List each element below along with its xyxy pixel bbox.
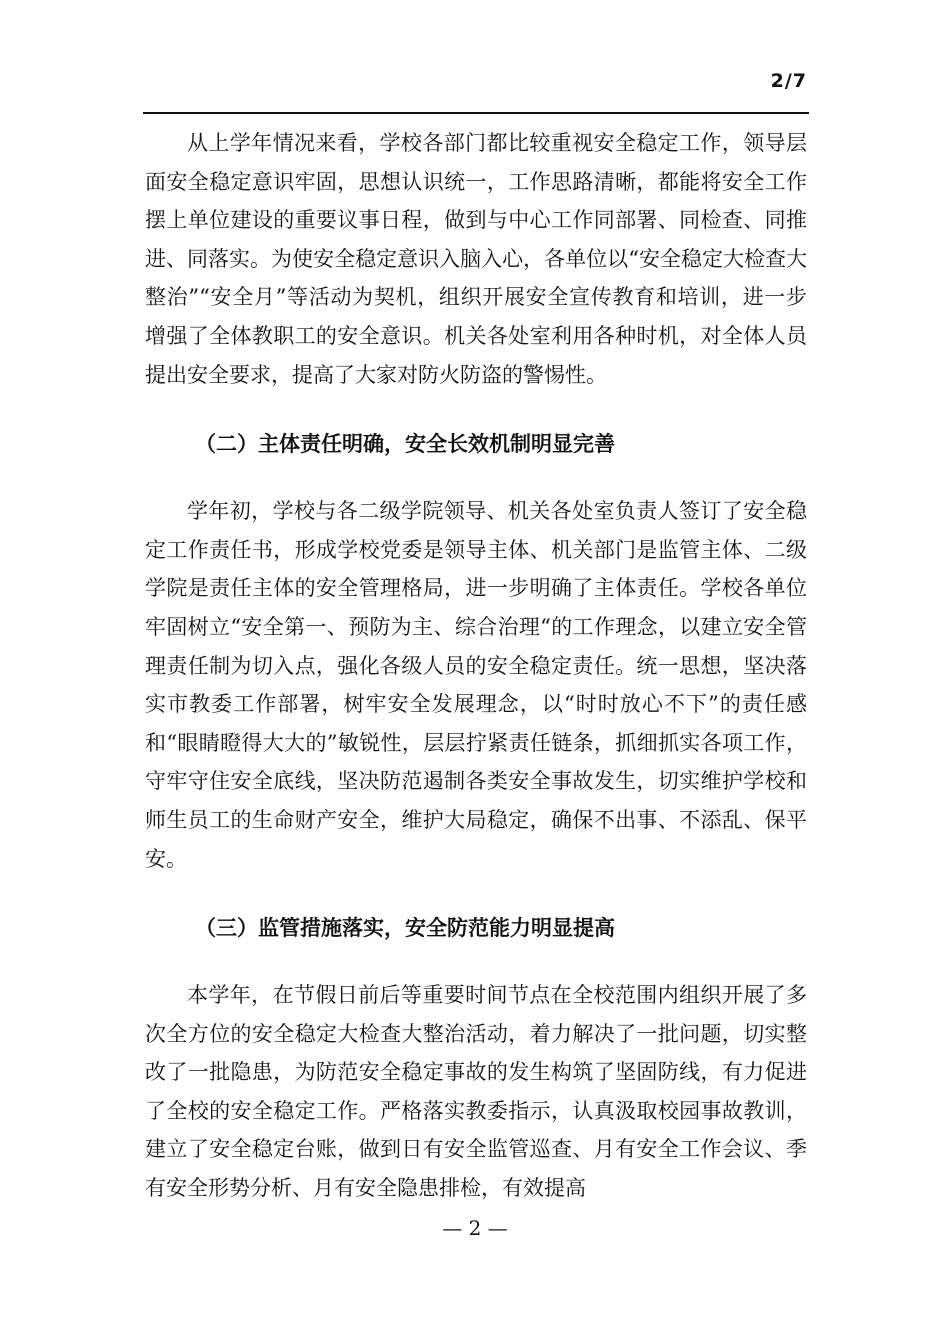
page-counter: 2/7 — [770, 70, 807, 92]
page-number-footer: — 2 — — [442, 1216, 508, 1240]
paragraph-responsibility: 学年初，学校与各二级学院领导、机关各处室负责人签订了安全稳定工作责任书，形成学校党委是领导主体、机关部门是监管主体、二级学院是责任主体的安全管理格局，进一步明确了主体责任。学校各单位牢固树立“安全第一、预防为主、综合治理“的工作理念，以建立安全管理责任制为切入点，强化各级人员的安全稳定责任。统一思想，坚决落实市教委工作部署，树牢安全发展理念，以“时时放心不下”的责任感和“眼睛瞪得大大的”敏锐性，层层拧紧责任链条，抓细抓实各项工作，守牢守住安全底线，坚决防范遏制各类安全事故发生，切实维护学校和师生员工的生命财产安全，维护大局稳定，确保不出事、不添乱、保平安。 — [145, 499, 807, 871]
paragraph-supervision: 本学年，在节假日前后等重要时间节点在全校范围内组织开展了多次全方位的安全稳定大检查大整治活动，着力解决了一批问题，切实整改了一批隐患，为防范安全稳定事故的发生构筑了坚固防线，有力促进了全校的安全稳定工作。严格落实教委指示，认真汲取校园事故教训，建立了安全稳定台账，做到日有安全监管巡查、月有安全工作会议、季有安全形势分析、月有安全隐患排检，有效提高 — [145, 983, 807, 1201]
paragraph-safety-awareness: 从上学年情况来看，学校各部门都比较重视安全稳定工作，领导层面安全稳定意识牢固，思想认识统一，工作思路清晰，都能将安全工作摆上单位建设的重要议事日程，做到与中心工作同部署、同检查、同推进、同落实。为使安全稳定意识入脑入心，各单位以“安全稳定大检查大整治”“安全月”等活动为契机，组织开展安全宣传教育和培训，进一步增强了全体教职工的安全意识。机关各处室利用各种时机，对全体人员提出安全要求，提高了大家对防火防盗的警惕性。 — [145, 131, 807, 387]
section-heading-supervision: （三）监管措施落实，安全防范能力明显提高 — [195, 916, 615, 941]
document-body — [145, 124, 807, 1208]
section-heading-responsibility: （二）主体责任明确，安全长效机制明显完善 — [195, 432, 615, 457]
header-divider — [143, 112, 809, 114]
